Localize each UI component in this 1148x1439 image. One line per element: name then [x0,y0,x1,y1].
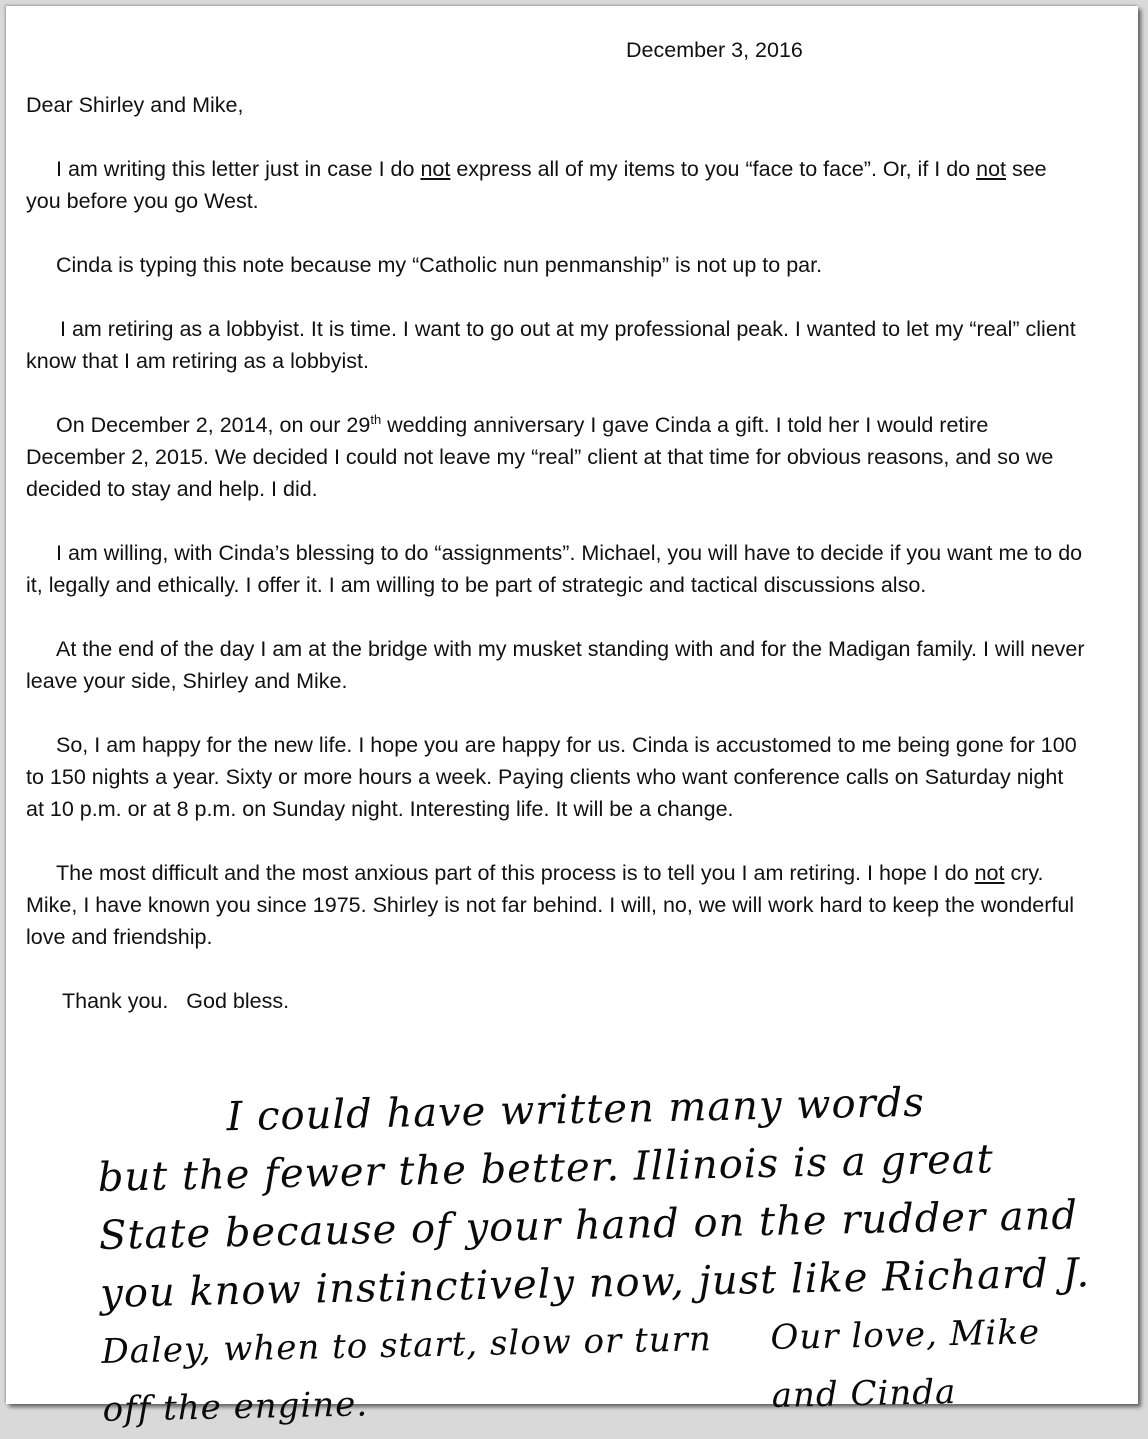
handwritten-line: but the fewer the better. Illinois is a great [97,1136,995,1201]
underlined-word: not [420,157,451,181]
paragraph-8 [26,857,1086,953]
paragraph-4 [26,409,1086,505]
paragraph-6: At the end of the day I am at the bridge with my musket standing with and for the Madigan family. I will never leave your side, Shirley and Mike. [26,637,1085,693]
paragraph-7: So, I am happy for the new life. I hope you are happy for us. Cinda is accustomed to me being gone for 100 to 150 nights a year. Sixty or more hours a week. Paying clients who want conference calls on Saturday night at 10 p.m. or at 8 p.m. on Sunday night. Interesting life. It will be a change. [26,733,1077,821]
underlined-word: not [974,861,1005,885]
paragraph-1 [26,153,1086,217]
handwritten-line: I could have written many words [226,1079,926,1141]
handwritten-note [96,1069,1143,1439]
ordinal-suffix: th [370,411,382,427]
text-run: wedding anniversary I gave Cinda a gift. I told her I would retire December 2, 2015. We decided I could not leave my “real” client at that time for obvious reasons, and so we decided to stay and help. I did. [26,413,1054,501]
text-run: express all of my items to you “face to face”. Or, if I do [450,157,977,181]
paragraph-2: Cinda is typing this note because my “Catholic nun penmanship” is not up to par. [56,253,823,277]
paragraph-5: I am willing, with Cinda’s blessing to do “assignments”. Michael, you will have to decide if you want me to do it, legally and ethically. I offer it. I am willing to be part of strategic and tactical discussions also. [26,541,1083,597]
paragraph-3: I am retiring as a lobbyist. It is time. I want to go out at my professional peak. I wanted to let my “real” client know that I am retiring as a lobbyist. [26,317,1076,373]
underlined-word: not [976,157,1006,181]
handwritten-signature: Our love, Mike and Cinda [770,1312,1041,1416]
handwritten-line: you know instinctively now, just like Richard J. [99,1250,1091,1317]
text-run: On December 2, 2014, on our 29 [56,413,371,437]
letter-date: December 3, 2016 [626,38,803,62]
handwritten-line [101,1301,1143,1439]
text-run: see you before you go West. [26,157,1047,213]
text-run: I am writing this letter just in case I do [56,157,421,181]
handwritten-text: Daley, when to start, slow or turn off the engine. [101,1319,713,1430]
letter-page [6,6,1138,1430]
text-run: The most difficult and the most anxious part of this process is to tell you I am retiring. I hope I do [56,861,975,885]
closing: Thank you. God bless. [62,989,290,1013]
text-run: cry. Mike, I have known you since 1975. Shirley is not far behind. I will, no, we will work hard to keep the wonderful love and friendship. [26,861,1075,949]
handwritten-line: State because of your hand on the rudder and [98,1192,1079,1259]
typed-letter [26,34,1086,1017]
salutation: Dear Shirley and Mike, [26,93,244,117]
